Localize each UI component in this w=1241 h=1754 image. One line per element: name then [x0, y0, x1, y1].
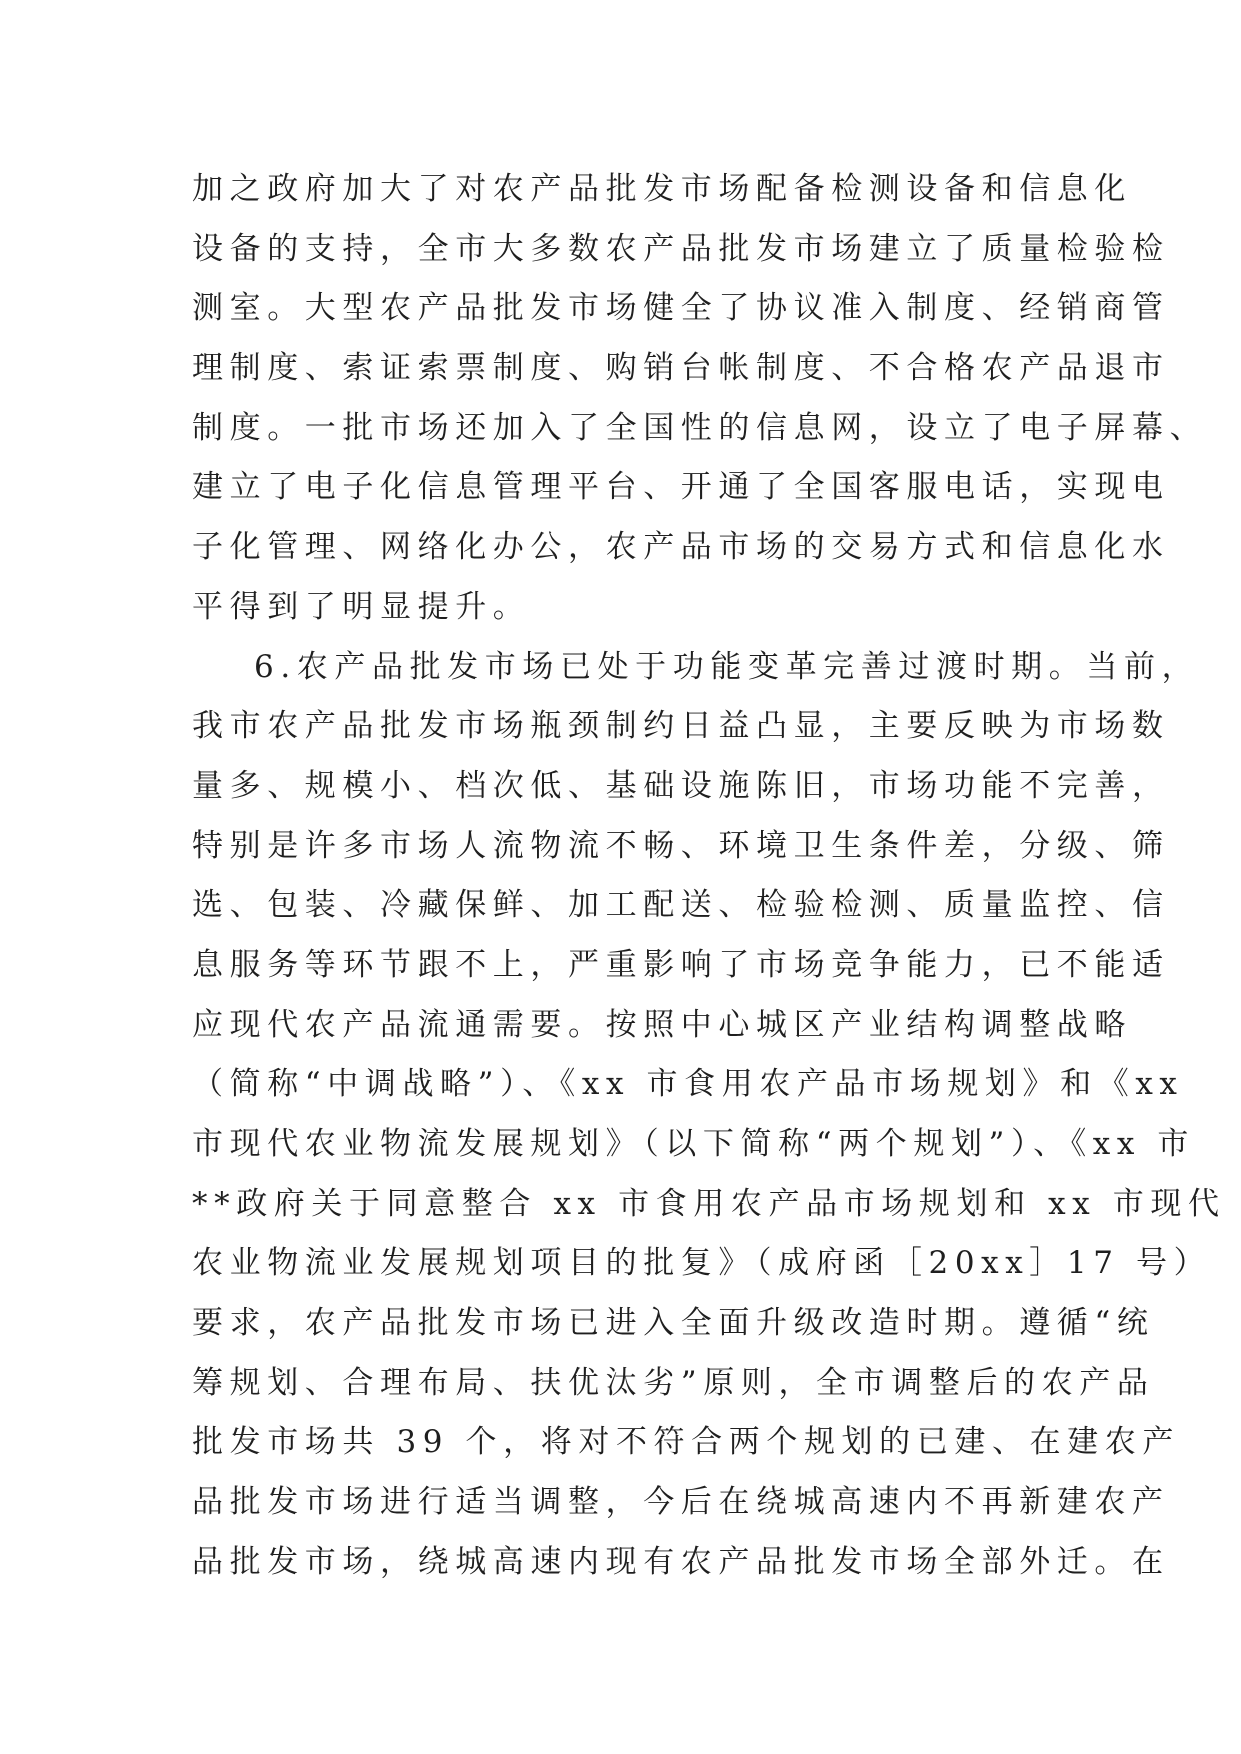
text-line: 批发市场共 39 个，将对不符合两个规划的已建、在建农产: [192, 1424, 1180, 1461]
text-line: **政府关于同意整合 xx 市食用农产品市场规划和 xx 市现代: [192, 1185, 1226, 1222]
text-line: 筹规划、合理布局、扶优汰劣”原则，全市调整后的农产品: [192, 1364, 1155, 1401]
text-line: 子化管理、网络化办公，农产品市场的交易方式和信息化水: [192, 529, 1170, 566]
text-line: 应现代农产品流通需要。按照中心城区产业结构调整战略: [192, 1006, 1132, 1043]
body-text: [192, 160, 1226, 1593]
text-line: 建立了电子化信息管理平台、开通了全国客服电话，实现电: [192, 469, 1170, 506]
text-line: 我市农产品批发市场瓶颈制约日益凸显，主要反映为市场数: [192, 708, 1170, 745]
text-line: 选、包装、冷藏保鲜、加工配送、检验检测、质量监控、信: [192, 887, 1170, 924]
text-line: 农业物流业发展规划项目的批复》（成府函［20xx］17 号）: [192, 1245, 1212, 1282]
text-line: 加之政府加大了对农产品批发市场配备检测设备和信息化: [192, 171, 1132, 207]
text-line: 特别是许多市场人流物流不畅、环境卫生条件差，分级、筛: [192, 827, 1170, 864]
text-line: 息服务等环节跟不上，严重影响了市场竞争能力，已不能适: [192, 946, 1170, 983]
text-line: 要求，农产品批发市场已进入全面升级改造时期。遵循“统: [192, 1305, 1155, 1342]
text-line: 品批发市场，绕城高速内现有农产品批发市场全部外迁。在: [192, 1543, 1170, 1580]
text-line: 市现代农业物流发展规划》（以下简称“两个规划”）、《xx 市: [192, 1126, 1196, 1162]
text-line: 测室。大型农产品批发市场健全了协议准入制度、经销商管: [192, 290, 1170, 327]
paragraph-last-line: 平得到了明显提升。: [192, 588, 531, 625]
text-line: 制度。一批市场还加入了全国性的信息网，设立了电子屏幕、: [192, 409, 1208, 446]
text-line: （简称“中调战略”）、《xx 市食用农产品市场规划》和《xx: [192, 1066, 1184, 1103]
text-line: 设备的支持，全市大多数农产品批发市场建立了质量检验检: [192, 230, 1170, 267]
paragraph-first-line: 6.农产品批发市场已处于功能变革完善过渡时期。当前，: [254, 648, 1200, 685]
text-line: 理制度、索证索票制度、购销台帐制度、不合格农产品退市: [192, 350, 1170, 387]
text-line: 量多、规模小、档次低、基础设施陈旧，市场功能不完善，: [192, 767, 1170, 804]
text-line: 品批发市场进行适当调整，今后在绕城高速内不再新建农产: [192, 1484, 1170, 1521]
